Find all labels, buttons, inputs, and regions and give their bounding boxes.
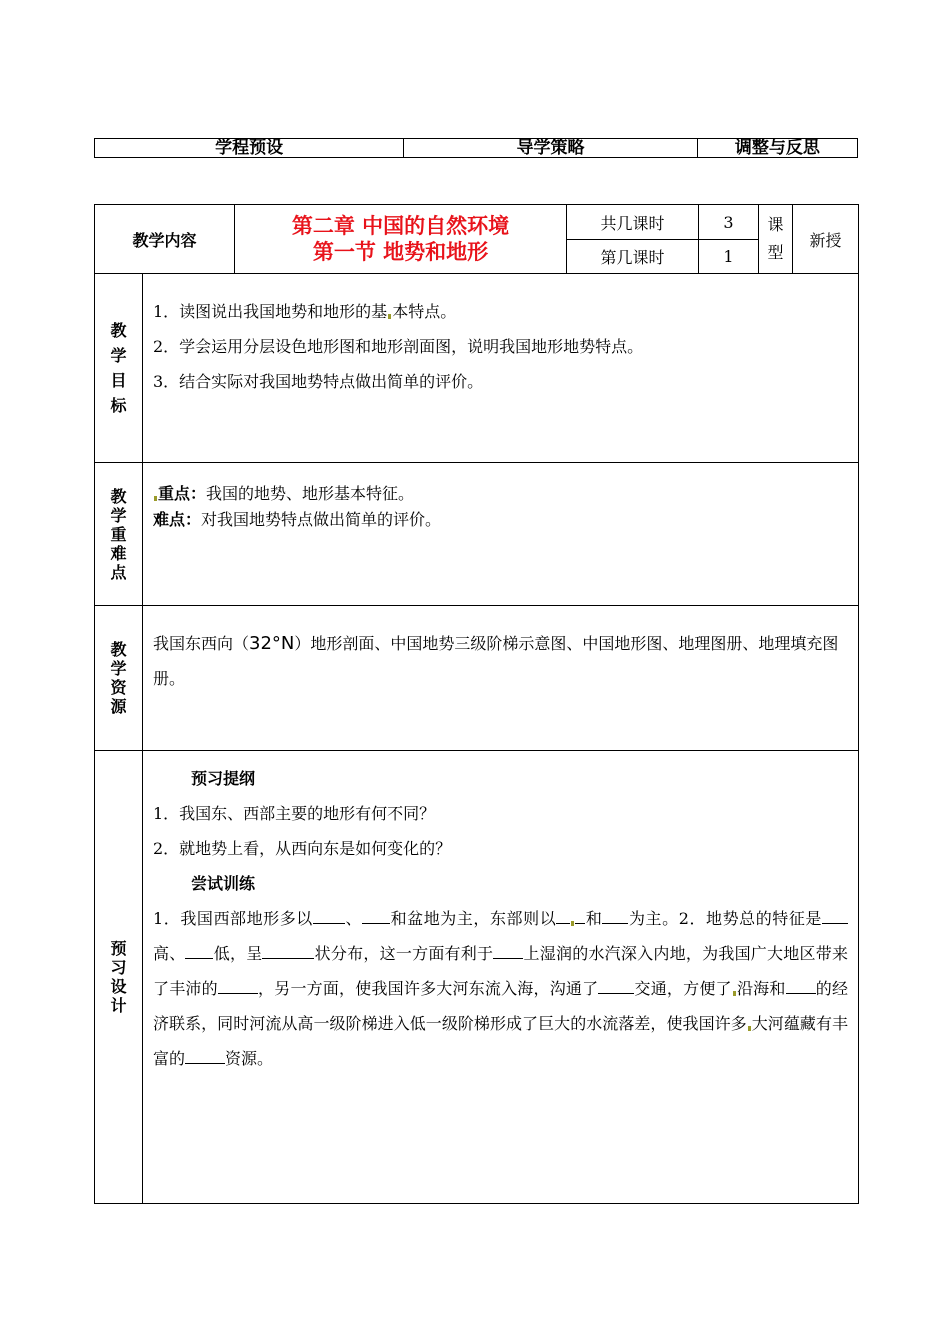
objective-1: 1．读图说出我国地势和地形的基 本特点。 — [153, 302, 457, 321]
header-table — [94, 138, 858, 158]
objective-3: 3．结合实际对我国地势特点做出简单的评价。 — [153, 372, 484, 391]
period-number-label: 第几课时 — [567, 240, 699, 274]
lesson-title — [235, 205, 567, 274]
resources-label: 教 学 资 源 — [95, 606, 143, 751]
header-col-plan: 学程预设 — [95, 139, 404, 158]
header-col-reflection: 调整与反思 — [697, 139, 857, 158]
objectives-content — [143, 274, 859, 463]
key-points-content — [143, 463, 859, 606]
chapter-title: 第二章 中国的自然环境 — [291, 214, 510, 238]
objectives-label: 教 学 目 标 — [95, 274, 143, 463]
objective-2: 2．学会运用分层设色地形图和地形剖面图，说明我国地形地势特点。 — [153, 337, 644, 356]
practice-paragraph: 1．我国西部地形多以 、 和盆地为主，东部则以 和 为主。2．地势总的特征是高、 低，呈 状分布，这一方面有利于 上湿润的水汽深入内地，为我国广大地区带来了丰沛的 ，另一方面，使我国许多大河东流入海，沟通了 交通，方便了 沿海和 的经济联系，同时河流从高一级阶梯进入低一级阶梯形成了巨大的水流落差，使我国许多 大河蕴藏有丰富的 资源。 — [153, 901, 848, 1076]
lesson-plan-table — [94, 204, 859, 1204]
resources-text: 我国东西向（32°N）地形剖面、中国地势三级阶梯示意图、中国地形图、地理图册、地理填充图册。 — [153, 633, 839, 688]
key-points-label: 教 学 重 难 点 — [95, 463, 143, 606]
section-title: 第一节 地势和地形 — [312, 240, 489, 264]
lesson-type-label — [759, 205, 793, 274]
header-col-strategy: 导学策略 — [404, 139, 697, 158]
preview-label: 预 习 设 计 — [95, 751, 143, 1204]
preview-content — [143, 751, 859, 1204]
outline-question-2: 2．就地势上看，从西向东是如何变化的？ — [153, 839, 452, 858]
outline-title: 预习提纲 — [191, 769, 256, 788]
period-number-value: 1 — [699, 240, 759, 274]
focus-line: 重点：我国的地势、地形基本特征。 — [153, 481, 848, 507]
practice-title: 尝试训练 — [191, 874, 256, 893]
outline-question-1: 1．我国东、西部主要的地形有何不同？ — [153, 804, 436, 823]
content-label: 教学内容 — [95, 205, 235, 274]
lesson-type-value: 新授 — [793, 205, 859, 274]
difficulty-line: 难点：对我国地势特点做出简单的评价。 — [153, 510, 442, 529]
type-label-char-1: 课 — [767, 215, 784, 234]
resources-content — [143, 606, 859, 751]
total-periods-label: 共几课时 — [567, 205, 699, 240]
type-label-char-2: 型 — [767, 243, 784, 262]
total-periods-value: 3 — [699, 205, 759, 240]
